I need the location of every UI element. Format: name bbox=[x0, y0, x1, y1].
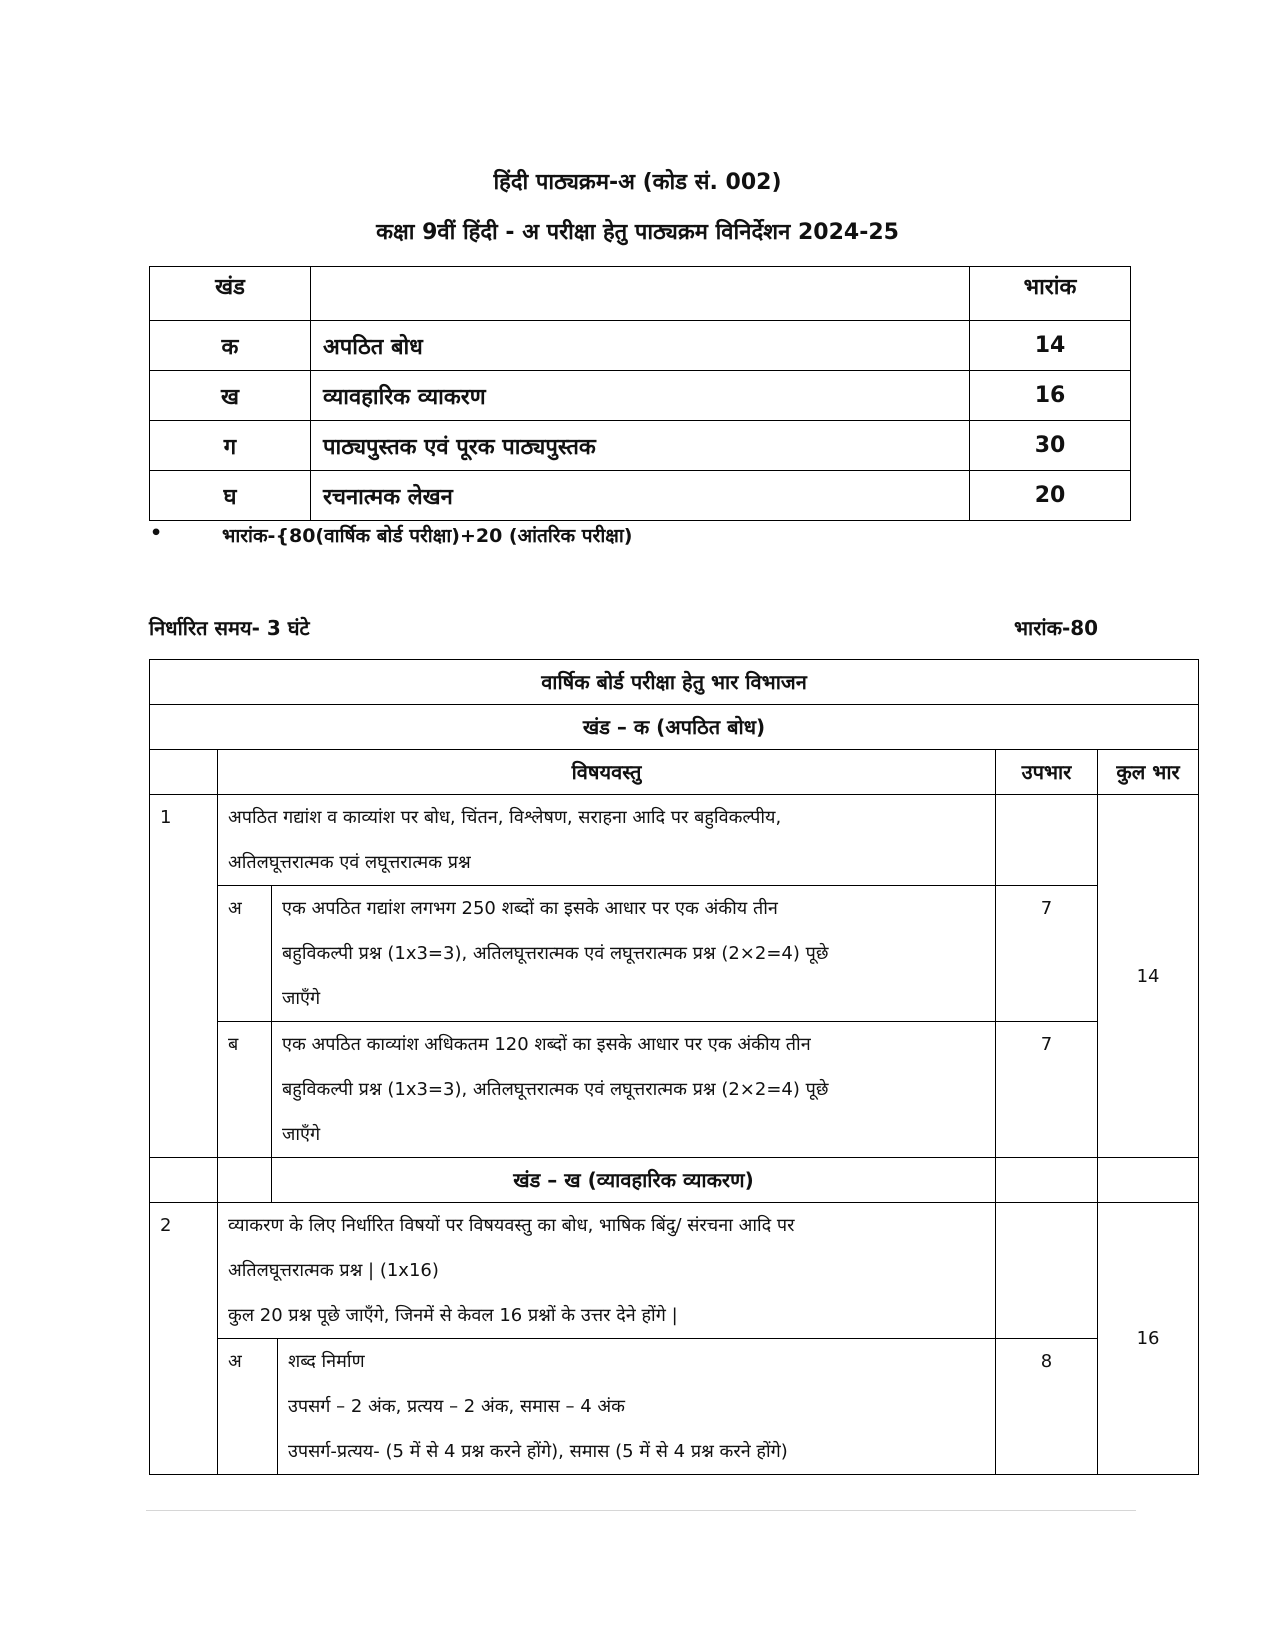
section-a-title: खंड – क (अपठित बोध) bbox=[150, 705, 1199, 750]
sub-text-line: जाएँगे bbox=[282, 988, 321, 1009]
sub-text-line: जाएँगे bbox=[282, 1124, 321, 1145]
table-row bbox=[150, 795, 1199, 886]
column-header-row bbox=[150, 750, 1199, 795]
sub-text-line: बहुविकल्पी प्रश्न (1x3=3), अतिलघूत्तरात्मक एवं लघूत्तरात्मक प्रश्न (2×2=4) पूछे bbox=[282, 1079, 829, 1100]
sub-label: अ bbox=[218, 1339, 278, 1475]
table-row bbox=[150, 471, 1131, 521]
table-row bbox=[150, 1339, 1199, 1475]
section-cell: ग bbox=[150, 421, 311, 471]
topic-header bbox=[311, 267, 970, 321]
marks-header: भारांक bbox=[970, 267, 1131, 321]
section-cell: ख bbox=[150, 371, 311, 421]
marks-cell: 30 bbox=[970, 421, 1131, 471]
sub-marks-cell bbox=[996, 795, 1098, 886]
section-cell: घ bbox=[150, 471, 311, 521]
total-marks-header: कुल भार bbox=[1098, 750, 1199, 795]
section-header: खंड bbox=[150, 267, 311, 321]
table-row bbox=[150, 321, 1131, 371]
topic-cell: अपठित बोध bbox=[311, 321, 970, 371]
section-b-title: खंड – ख (व्यावहारिक व्याकरण) bbox=[272, 1158, 996, 1203]
sub-text-line: उपसर्ग – 2 अंक, प्रत्यय – 2 अंक, समास – 4 अंक bbox=[288, 1396, 625, 1417]
marks-cell: 20 bbox=[970, 471, 1131, 521]
sub-marks-cell bbox=[996, 1203, 1098, 1339]
document-title: हिंदी पाठ्यक्रम-अ (कोड सं. 002) bbox=[493, 170, 782, 195]
table-row bbox=[150, 886, 1199, 1022]
sub-marks-cell: 8 bbox=[996, 1339, 1098, 1475]
sub-text-line: एक अपठित काव्यांश अधिकतम 120 शब्दों का इसके आधार पर एक अंकीय तीन bbox=[282, 1034, 811, 1055]
table-row bbox=[150, 371, 1131, 421]
sub-marks-cell: 7 bbox=[996, 886, 1098, 1022]
section-cell: क bbox=[150, 321, 311, 371]
summary-header-row bbox=[150, 267, 1131, 321]
blank-cell bbox=[150, 750, 218, 795]
marks-cell: 14 bbox=[970, 321, 1131, 371]
table-row bbox=[150, 1022, 1199, 1158]
section-b-title-row bbox=[150, 1158, 1199, 1203]
page-divider bbox=[146, 1510, 1136, 1511]
question-text-line: अपठित गद्यांश व काव्यांश पर बोध, चिंतन, विश्लेषण, सराहना आदि पर बहुविकल्पीय, bbox=[228, 807, 782, 828]
summary-table bbox=[149, 266, 1131, 521]
section-a-title-row bbox=[150, 705, 1199, 750]
sub-marks-header: उपभार bbox=[996, 750, 1098, 795]
topic-cell: व्यावहारिक व्याकरण bbox=[311, 371, 970, 421]
marks-note-text: भारांक-{80(वार्षिक बोर्ड परीक्षा)+20 (आंतरिक परीक्षा) bbox=[222, 525, 633, 547]
blank-cell bbox=[218, 1158, 272, 1203]
document-subtitle: कक्षा 9वीं हिंदी - अ परीक्षा हेतु पाठ्यक्रम विनिर्देशन 2024-25 bbox=[376, 220, 899, 245]
question-number: 2 bbox=[150, 1203, 218, 1475]
question-text-line: अतिलघूत्तरात्मक प्रश्न | (1x16) bbox=[228, 1260, 439, 1281]
sub-text bbox=[272, 1022, 996, 1158]
sub-text-line: शब्द निर्माण bbox=[288, 1351, 365, 1372]
sub-label: ब bbox=[218, 1022, 272, 1158]
question-text-line: व्याकरण के लिए निर्धारित विषयों पर विषयवस्तु का बोध, भाषिक बिंदु/ संरचना आदि पर bbox=[228, 1215, 795, 1236]
question-text-line: अतिलघूत्तरात्मक एवं लघूत्तरात्मक प्रश्न bbox=[228, 852, 471, 873]
table-row bbox=[150, 1203, 1199, 1339]
sub-text-line: एक अपठित गद्यांश लगभग 250 शब्दों का इसके आधार पर एक अंकीय तीन bbox=[282, 898, 778, 919]
topic-cell: रचनात्मक लेखन bbox=[311, 471, 970, 521]
sub-marks-cell: 7 bbox=[996, 1022, 1098, 1158]
question-text bbox=[218, 795, 996, 886]
question-number: 1 bbox=[150, 795, 218, 1158]
sub-text bbox=[278, 1339, 996, 1475]
blank-cell bbox=[996, 1158, 1098, 1203]
total-marks-cell: 16 bbox=[1098, 1203, 1199, 1475]
content-header: विषयवस्तु bbox=[218, 750, 996, 795]
question-text bbox=[218, 1203, 996, 1339]
topic-cell: पाठ्यपुस्तक एवं पूरक पाठ्यपुस्तक bbox=[311, 421, 970, 471]
sub-text-line: बहुविकल्पी प्रश्न (1x3=3), अतिलघूत्तरात्मक एवं लघूत्तरात्मक प्रश्न (2×2=4) पूछे bbox=[282, 943, 829, 964]
weightage-table bbox=[149, 659, 1199, 1475]
total-marks: भारांक-80 bbox=[1014, 616, 1099, 640]
blank-cell bbox=[150, 1158, 218, 1203]
marks-cell: 16 bbox=[970, 371, 1131, 421]
sub-text bbox=[272, 886, 996, 1022]
total-marks-cell: 14 bbox=[1098, 795, 1199, 1158]
sub-text-line: उपसर्ग-प्रत्यय- (5 में से 4 प्रश्न करने होंगे), समास (5 में से 4 प्रश्न करने होंगे) bbox=[288, 1441, 788, 1462]
table-title: वार्षिक बोर्ड परीक्षा हेतु भार विभाजन bbox=[150, 660, 1199, 705]
bullet-symbol: • bbox=[150, 522, 163, 544]
blank-cell bbox=[1098, 1158, 1199, 1203]
time-allowed: निर्धारित समय- 3 घंटे bbox=[149, 616, 310, 640]
sub-label: अ bbox=[218, 886, 272, 1022]
question-text-line: कुल 20 प्रश्न पूछे जाएँगे, जिनमें से केवल 16 प्रश्नों के उत्तर देने होंगे | bbox=[228, 1305, 678, 1326]
table-title-row bbox=[150, 660, 1199, 705]
table-row bbox=[150, 421, 1131, 471]
